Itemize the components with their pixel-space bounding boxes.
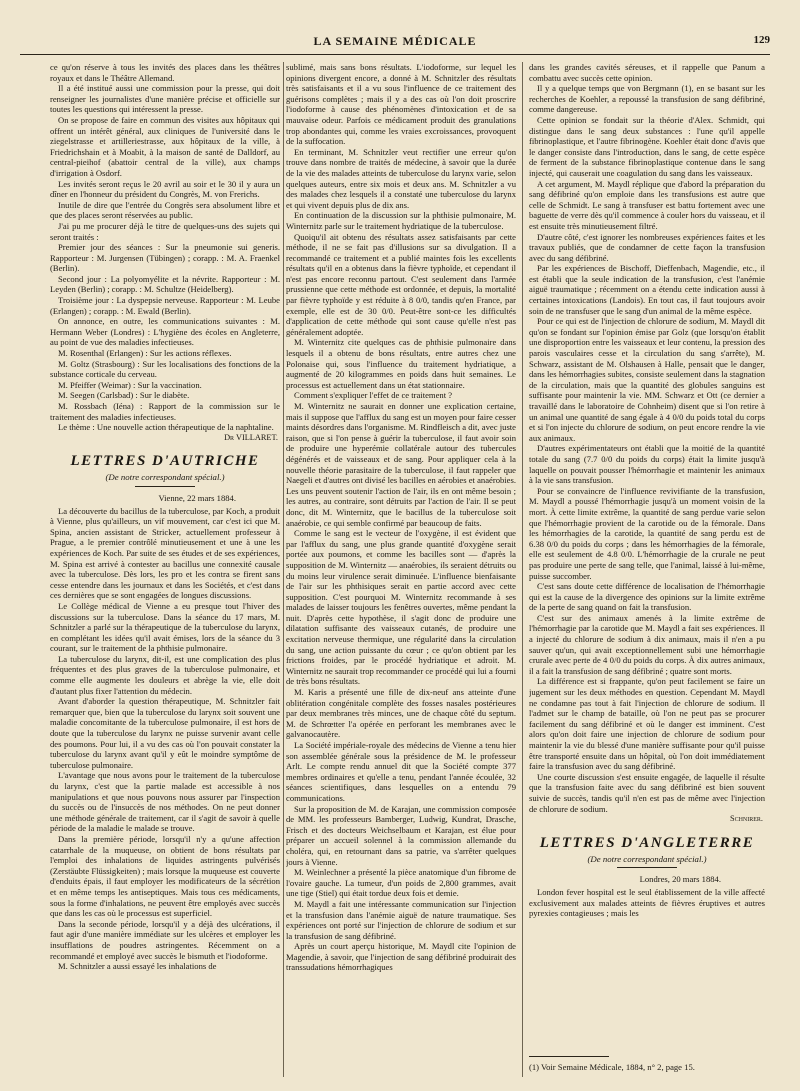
- paragraph: M. Seegen (Carlsbad) : Sur le diabète.: [58, 390, 190, 401]
- column-divider: [522, 62, 523, 1077]
- paragraph: Avant d'aborder la question thérapeutique, M. Schnitzler fait remarquer que, bien que la tuberculose du larynx soit souvent une maladie concomitante de la tuberculose pulmonaire, il est hors de doute que la tuberculose du larynx ne puisse survenir avant celle des poumons. Pour lui, il a vu des cas où l'on pouvait constater la tuberculose du larynx avant qu'il y eût le moindre symptôme de tuberculose pulmonaire.: [50, 696, 280, 770]
- footnote-rule: [529, 1056, 609, 1057]
- section-rule: [135, 486, 195, 487]
- paragraph: Cette opinion se fondait sur la théorie d'Alex. Schmidt, qui distingue dans le sang deux substances : l'une qu'il appelle fibrinoplastique, et l'autre fibrinogène. Koehler était donc d'avis que le danger consiste dans l'introduction, dans le sang, de cette espèce de ferment de la substance fibrinoplastique contenue dans le sang injecté, qui causerait une coagulation du sang dans les vaisseaux.: [529, 114, 765, 178]
- section-subtitle: (De notre correspondant spécial.): [105, 472, 225, 483]
- paragraph: Par les expériences de Bischoff, Dieffenbach, Magendie, etc., il est établi que la seule indication de la transfusion, c'est l'anémie aiguë traumatique ; récemment on a étendu cette indication aussi à certaines intoxications (Landois). En tout cas, il faut toujours avoir soin de ne transfuser que le sang d'un animal de la même espèce.: [529, 263, 765, 316]
- paragraph: Sur la proposition de M. de Karajan, une commission composée de MM. les professeurs Bamberger, Ludwig, Kundrat, Drasche, Frisch et des docteurs Weichselbaum et Karajan, est élue pour préparer un accueil solennel à la commission allemande du choléra, qui, en retournant dans sa patrie, va s'arrêter quelques jours à Vienne.: [286, 803, 516, 867]
- paragraph: C'est sur des animaux amenés à la limite extrême de l'hémorrhagie par la carotide que M. Maydl a fait ses expériences. Il a injecté du chlorure de sodium à dix animaux, mais il n'en a pu sauver qu'un, qui avait exceptionnellement subi une hémorrhagie crurale avec perte de 4 0/0 du poids du corps. À dix autres animaux, il a fait la transfusion de sang défibriné ; quatre sont morts.: [529, 612, 765, 676]
- paragraph: Quoiqu'il ait obtenu des résultats assez satisfaisants par cette méthode, il ne se fait pas d'illusions sur sa divulgation. Il a recommandé ce traitement et a publié maintes fois les excellents résultats qu'il en a obtenus dans la fièvre typhoïde, et cependant il n'est pas encore reconnu partout. C'est seulement dans l'armée prussienne que cette méthode est ordonnée, et depuis, la mortalité par fièvre typhoïde y est réduite à 8 0/0, tandis qu'en France, par exemple, elle est de 30 0/0. Peut-être sont-ce les difficultés d'application de cette méthode qui sont cause qu'elle n'est pas généralement adoptée.: [286, 231, 516, 337]
- paragraph: D'autre côté, c'est ignorer les nombreuses expériences faites et les travaux publiés, que de condamner de cette façon la transfusion avec du sang défibriné.: [529, 231, 765, 263]
- column-divider: [283, 62, 284, 1077]
- paragraph: Il y a quelque temps que von Bergmann (1), en se basant sur les recherches de Koehler, a repoussé la transfusion de sang défibriné, comme dangereuse.: [529, 83, 765, 115]
- paragraph: D'autres expérimentateurs ont établi que la moitié de la quantité totale du sang (7.7 0/0 du poids du corps) était la limite jusqu'à laquelle on pouvait pousser l'hémorrhagie et maintenir les animaux à la vie sans transfusion.: [529, 443, 765, 486]
- paragraph: Comment s'expliquer l'effet de ce traitement ?: [294, 390, 453, 401]
- column-2: [286, 62, 516, 1082]
- paragraph: Pour se convaincre de l'influence revivifiante de la transfusion, M. Maydl a poussé l'hémorrhagie jusqu'à un moment voisin de la mort. À cette limite extrême, la quantité de sang perdue varie selon que l'hémorrhagie provient de la carotide ou de la fémorale. Dans les hémorrhagies de la carotide, la quantité de sang perdu est de 6.38 0/0 du poids du corps ; dans les hémorrhagies de la fémorale, elle est seulement de 4.8 0/0. L'hémorrhagie de la crurale ne peut pas produire une perte de sang telle, que l'animal, laissé à lui-même, puisse succomber.: [529, 485, 765, 581]
- paragraph: Le Collège médical de Vienne a eu presque tout l'hiver des discussions sur la tuberculose. Dans la séance du 17 mars, M. Schnitzler a parlé sur la thérapeutique de la tuberculose du larynx, en complétant les idées qu'il avait émises, lors de la séance du 3 courant, sur le traitement de la phthisie pulmonaire.: [50, 600, 280, 654]
- running-header: [20, 34, 770, 52]
- paragraph: Le thème : Une nouvelle action thérapeutique de la naphtaline.: [58, 422, 274, 433]
- dateline: Vienne, 22 mars 1884.: [158, 492, 236, 503]
- paragraph: Second jour : La polyomyélite et la névrite. Rapporteur : M. Leyden (Berlin) ; corapp. : M. Schultze (Heidelberg).: [50, 273, 280, 295]
- paragraph: En terminant, M. Schnitzler veut rectifier une erreur qu'on trouve dans nombre de traités de médecine, à savoir que la durée de la vie des malades atteints de tuberculose du larynx varie, selon quelques auteurs, entre six mois et deux ans. M. Schnitzler a vu des malades chez lesquels il a constaté une tuberculose du larynx et qui vivent depuis plus de dix ans.: [286, 146, 516, 210]
- paragraph: Dans la seconde période, lorsqu'il y a déjà des ulcérations, il faut agir d'une manière immédiate sur les ulcères et employer les insufflations de poudres astringentes. Récemment on a recommandé et employé avec succès le bismuth et l'iodoforme.: [50, 918, 280, 961]
- paragraph: M. Schnitzler a aussi essayé les inhalations de: [58, 961, 217, 972]
- paragraph: dans les grandes cavités séreuses, et il rappelle que Panum a combattu avec succès cette opinion.: [529, 62, 765, 83]
- paragraph: En continuation de la discussion sur la phthisie pulmonaire, M. Winternitz parle sur le traitement hydriatique de la tuberculose.: [286, 210, 516, 231]
- paragraph: ce qu'on réserve à tous les invités des places dans les théâtres royaux et dans le Théâtre Allemand.: [50, 62, 280, 83]
- paragraph: Pour ce qui est de l'injection de chlorure de sodium, M. Maydl dit qu'on se fondant sur l'opinion émise par Golz (que lorsqu'on établit une disproportion entre les vaisseaux et leur contenu, la pression des parois vasculaires cesse et la circulation du sang s'arrête), M. Schwarz, assistant de M. Olshausen à Halle, pensait que le danger, dans les hémorrhagies subites, consiste seulement dans la stagnation de la circulation, mais que la quantité des globules sanguins est suffisante pour maintenir la vie. MM. Schwarz et Ott (ce dernier a travaillé dans le laboratoire de Cohnheim) disent que si l'on retire à un animal une quantité de sang égale à 4 0/0 du poids total du corps et si l'on injecte du chlorure de sodium, on peut encore rendre la vie aux animaux.: [529, 316, 765, 443]
- paragraph: La tuberculose du larynx, dit-il, est une complication des plus fréquentes et des plus graves de la tuberculose pulmonaire, et comme elle augmente les douleurs et abrège la vie, elle doit d'autant plus fixer l'attention du médecin.: [50, 653, 280, 696]
- column-1: [50, 62, 280, 1082]
- paragraph: London fever hospital est le seul établissement de la ville affecté exclusivement aux malades atteints de fièvres éruptives et autres pyrexies contagieuses ; mais les: [529, 886, 765, 919]
- paragraph: M. Maydl a fait une intéressante communication sur l'injection et la transfusion dans l'anémie aiguë de nature traumatique. Ses expériences ont porté sur l'injection de chlorure de sodium et sur la transfusion de sang défibriné.: [286, 898, 516, 941]
- paragraph: sublimé, mais sans bons résultats. L'iodoforme, sur lequel les opinions divergent encore, a donné à M. Schnitzler des résultats très satisfaisants et il a vu sous l'influence de ce traitement des guérisons complètes ; mais il y a des cas où l'on doit proscrire l'iodoforme à cause des phénomènes d'intoxication et de sa mauvaise odeur. Parfois ce médicament produit des granulations trop abondantes qui, comme les vraies excroissances, provoquent de la suffocation.: [286, 62, 516, 147]
- paragraph: M. Weinlechner a présenté la pièce anatomique d'un fibrome de l'ovaire gauche. La tumeur, d'un poids de 2,800 grammes, avait une tige (Stiel) qui était tordue deux fois et demie.: [286, 867, 516, 899]
- header-rule: [20, 54, 770, 55]
- paragraph: M. Karis a présenté une fille de dix-neuf ans atteinte d'une oblitération congénitale complète des fosses nasales postérieures par deux membranes très minces, une de chaque côté du septum. M. de Schrœtter l'a opérée en perforant les membranes avec le galvanocautère.: [286, 687, 516, 740]
- page-number: 129: [753, 34, 770, 46]
- paragraph: On se propose de faire en commun des visites aux hôpitaux qui offrent un intérêt général, aux cliniques de l'université dans le ziegelstrasse et artilleriestrasse, aux hôpitaux de la ville, à Friedrichshain et à Moabit, à la maison de santé de Dalldorf, au central-pieihof (abattoir central de la ville), aux champs d'irrigation à Osdorf.: [50, 114, 280, 178]
- paragraph: M. Winternitz cite quelques cas de phthisie pulmonaire dans lesquels il a obtenu de bons résultats, entre autres chez une Polonaise qui, sous l'influence du traitement hydriatique, a augmenté de 20 kilogrammes en poids dans huit semaines. Le processus est actuellement dans un état stationnaire.: [286, 337, 516, 390]
- paragraph: Après un court aperçu historique, M. Maydl cite l'opinion de Magendie, à savoir, que l'injection de sang défibriné produirait des transsudations hémorrhagiques: [286, 941, 516, 973]
- paragraph: Les invités seront reçus le 20 avril au soir et le 30 il y aura un dîner en l'honneur du président du Congrès, M. von Frerichs.: [50, 178, 280, 200]
- section-title: LETTRES D'AUTRICHE: [70, 453, 260, 470]
- paragraph: C'est sans doute cette différence de localisation de l'hémorrhagie qui est la cause de la divergence des opinions sur la limite extrême de la perte de sang quand on fait la transfusion.: [529, 581, 765, 613]
- paragraph: M. Pfeiffer (Weimar) : Sur la vaccination.: [58, 379, 202, 390]
- paragraph: Premier jour des séances : Sur la pneumonie sui generis. Rapporteur : M. Jurgensen (Tübingen) ; corapp. : M. A. Fraenkel (Berlin).: [50, 242, 280, 274]
- signature: Schnirer.: [729, 814, 763, 824]
- paragraph: A cet argument, M. Maydl réplique que d'abord la préparation du sang défibriné qu'on emploie dans les transfusions est autre que celle de Schmidt. Le sang à transfuser est battu fortement avec une baguette de verre dès qu'il commence à couler hors du vaisseau, et il est ensuite très minutieusement filtré.: [529, 178, 765, 231]
- paragraph: Il a été institué aussi une commission pour la presse, qui doit renseigner les journalistes d'une manière précise et officielle sur toutes les questions qui intéressent la presse.: [50, 83, 280, 115]
- footnote: (1) Voir Semaine Médicale, 1884, n° 2, page 15.: [529, 1062, 695, 1072]
- paragraph: On annonce, en outre, les communications suivantes : M. Hermann Weber (Londres) : L'hygiène des écoles en Angleterre, au point de vue des maladies infectieuses.: [50, 316, 280, 348]
- section-subtitle: (De notre correspondant spécial.): [587, 853, 707, 864]
- paragraph: La différence est si frappante, qu'on peut facilement se faire un jugement sur les deux méthodes en question. Cependant M. Maydl ne condamne pas tout à fait l'injection de chlorure de sodium. Il l'admet sur le champ de bataille, où l'on ne peut pas se procurer facilement du sang défibriné et où le danger est imminent. C'est alors qu'on doit faire une injection de chlorure de sodium pour maintenir la vie du blessé d'une manière suffisante pour qu'il puisse être transporté ensuite dans un hôpital, où l'on doit immédiatement faire la transfusion avec du sang défibriné.: [529, 676, 765, 772]
- paragraph: La découverte du bacillus de la tuberculose, par Koch, a produit à Vienne, plus qu'ailleurs, un vif mouvement, car c'est ici que M. Spina, ancien assistant de Stricker, actuellement professeur à Prague, a le premier contrôlé minutieusement et une à une les expériences de Koch. Par suite de ses études et de ses expériences, M. Spina est arrivé à contester au bacillus une connexité causale avec la tuberculose. Dès lors, les pro et les contra se firent sans cesse entendre dans les journaux et dans les Sociétés, et c'est dans ces dernières que se sont engagées de longues discussions.: [50, 505, 280, 601]
- paragraph: M. Goltz (Strasbourg) : Sur les localisations des fonctions de la substance corticale du cerveau.: [50, 358, 280, 380]
- section-rule: [617, 867, 677, 868]
- paragraph: M. Rosenthal (Erlangen) : Sur les actions réflexes.: [58, 348, 232, 359]
- paragraph: Troisième jour : La dyspepsie nerveuse. Rapporteur : M. Leube (Erlangen) ; corapp. : M. Ewald (Berlin).: [50, 295, 280, 316]
- section-title: LETTRES D'ANGLETERRE: [539, 834, 755, 851]
- paragraph: M. Winternitz ne saurait en donner une explication certaine, mais il suppose que l'afflux du sang est un moyen pour faire cesser maints désordres dans l'organisme. M. Rindfleisch a dit, avec juste raison, que si l'on pense à guérir la tuberculose, il faut avoir soin de produire une hyperémie collatérale autour des tubercules dégénérés et de vaisseaux et de sang. Pour appliquer cela à la nouvelle théorie parasitaire de la tuberculose, il faut rappeler que Naegeli et d'autres ont divisé les bacilles en aérobies et anaérobies. Les uns peuvent soutenir l'action de l'air, ils en ont même besoin ; les autres, au contraire, sont détruits par l'action de l'air. Il se peut donc, dit M. Winternitz, que le bacillus de la tuberculose soit anaérobie, ce qui semble confirmé par beaucoup de faits.: [286, 401, 516, 528]
- paragraph: Dans la première période, lorsqu'il n'y a qu'une affection catarrhale de la muqueuse, on obtient de bons résultats par l'emploi des inhalations de liquides astringents pulvérisés (Zerstäubte Flüssigkeiten) ; mais lorsque la muqueuse est couverte d'enduits épais, il faut employer les modificateurs de la sécrétion et en même temps les antiseptiques. Mais tous ces médicaments, sous la forme d'inhalations, ne peuvent être employés avec succès que dans les cas où le processus est superficiel.: [50, 833, 280, 919]
- journal-title: LA SEMAINE MÉDICALE: [313, 34, 477, 48]
- paragraph: M. Rossbach (Iéna) : Rapport de la commission sur le traitement des maladies infectieuses.: [50, 401, 280, 422]
- paragraph: Une courte discussion s'est ensuite engagée, de laquelle il résulte que la transfusion faite avec du sang défibriné est bien souvent suivie de succès, tandis qu'il n'en est pas de même avec l'injection de chlorure de sodium.: [529, 771, 765, 814]
- paragraph: La Société impériale-royale des médecins de Vienne a tenu hier son assemblée générale sous la présidence de M. le professeur Arlt. Le compte rendu annuel dit que la Société compte 377 membres ordinaires et qu'elle a tenu, pendant l'année écoulée, 32 séances scientifiques, dans lesquelles on a entendu 79 communications.: [286, 740, 516, 803]
- signature: Dr VILLARET.: [224, 432, 278, 442]
- paragraph: Comme le sang est le vecteur de l'oxygène, il est évident que par l'afflux du sang, une plus grande quantité d'oxygène serait portée aux poumons, et comme les bacilles sont — d'après la supposition de M. Winternitz — anaérobies, ils seraient détruits ou du moins leur virulence serait diminuée. L'influence bienfaisante de l'air sur les phthisiques serait en partie accord avec cette supposition. C'est pourquoi M. Winternitz recommande à ses malades de laisser toujours les fenêtres ouvertes, même pendant la nuit. D'après cette hypothèse, il s'agit donc de produire une dilatation suffisante des vaisseaux cutanés, de produire une excitation nerveuse thermique, une régularité dans la circulation du sang, une action puissante du cœur ; ce qu'on obtient par les frictions froides, par le procédé hydriatique et adroit. M. Winternitz ne saurait trop recommander ce procédé qui lui a fourni de très bons résultats.: [286, 528, 516, 687]
- paragraph: L'avantage que nous avons pour le traitement de la tuberculose du larynx, c'est que la partie malade est accessible à nos manipulations et que nous pouvons nous assurer par l'inspection du succès ou de l'insuccès de nos méthodes. On ne peut donner une méthode générale de traitement, car il s'agit de savoir à quelle période de la maladie le malade se trouve.: [50, 770, 280, 834]
- paragraph: Inutile de dire que l'entrée du Congrès sera absolument libre et que des places seront réservées au public.: [50, 199, 280, 221]
- paragraph: J'ai pu me procurer déjà le titre de quelques-uns des sujets qui seront traités :: [50, 220, 280, 242]
- dateline: Londres, 20 mars 1884.: [639, 874, 721, 885]
- column-3: [529, 62, 765, 1052]
